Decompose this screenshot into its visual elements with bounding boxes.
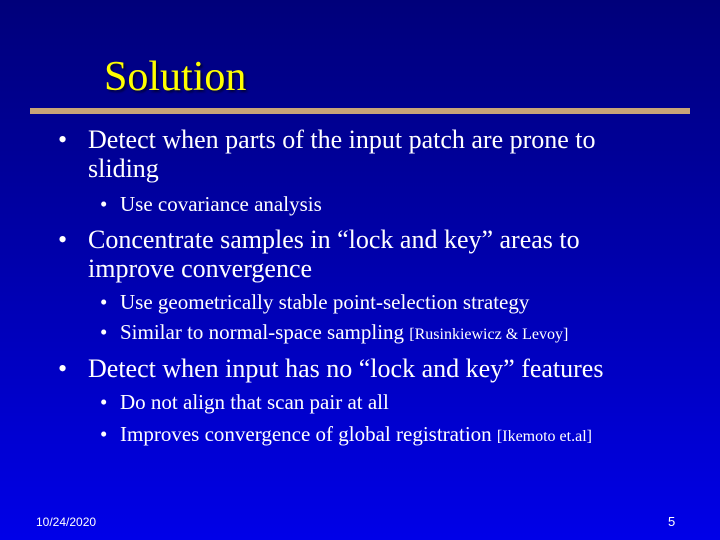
citation: [Rusinkiewicz & Levoy]: [409, 326, 569, 343]
sub-bullet-marker: •: [100, 422, 108, 446]
bullet-2: [58, 225, 668, 283]
sub-bullet-3-2: [100, 421, 700, 450]
sub-bullet-2-1: [100, 289, 700, 318]
bullet-1: [58, 125, 668, 183]
bullet-3: [58, 354, 668, 383]
sub-bullet-text: Improves convergence of global registration: [120, 422, 497, 446]
sub-bullet-text: Use geometrically stable point-selection strategy: [120, 290, 530, 314]
sub-bullet-marker: •: [100, 192, 108, 216]
bullet-text: Detect when parts of the input patch are prone to sliding: [88, 125, 596, 183]
sub-bullet-marker: •: [100, 290, 108, 314]
bullet-text: Detect when input has no “lock and key” features: [88, 354, 604, 383]
sub-bullet-3-1: [100, 389, 700, 418]
sub-bullet-text: Use covariance analysis: [120, 192, 322, 216]
bullet-marker: •: [58, 125, 68, 154]
sub-bullet-text-wrap: [120, 191, 700, 220]
sub-bullet-text: Similar to normal-space sampling: [120, 320, 410, 344]
sub-bullet-text-wrap: [120, 421, 700, 450]
page-number: 5: [668, 514, 676, 529]
bullet-marker: •: [58, 225, 68, 254]
slide-title: Solution: [104, 54, 247, 100]
footer-date: 10/24/2020: [36, 515, 97, 529]
sub-bullet-text-wrap: [120, 319, 700, 348]
sub-bullet-marker: •: [100, 390, 108, 414]
bullet-marker: •: [58, 354, 68, 383]
sub-bullet-marker: •: [100, 320, 108, 344]
sub-bullet-1-1: [100, 191, 700, 220]
title-divider: [30, 108, 690, 114]
bullet-text: Concentrate samples in “lock and key” areas to improve convergence: [88, 225, 580, 283]
sub-bullet-text: Do not align that scan pair at all: [120, 390, 389, 414]
sub-bullet-text-wrap: [120, 289, 700, 318]
citation: [Ikemoto et.al]: [496, 428, 592, 445]
sub-bullet-text-wrap: [120, 389, 700, 418]
sub-bullet-2-2: [100, 319, 700, 348]
